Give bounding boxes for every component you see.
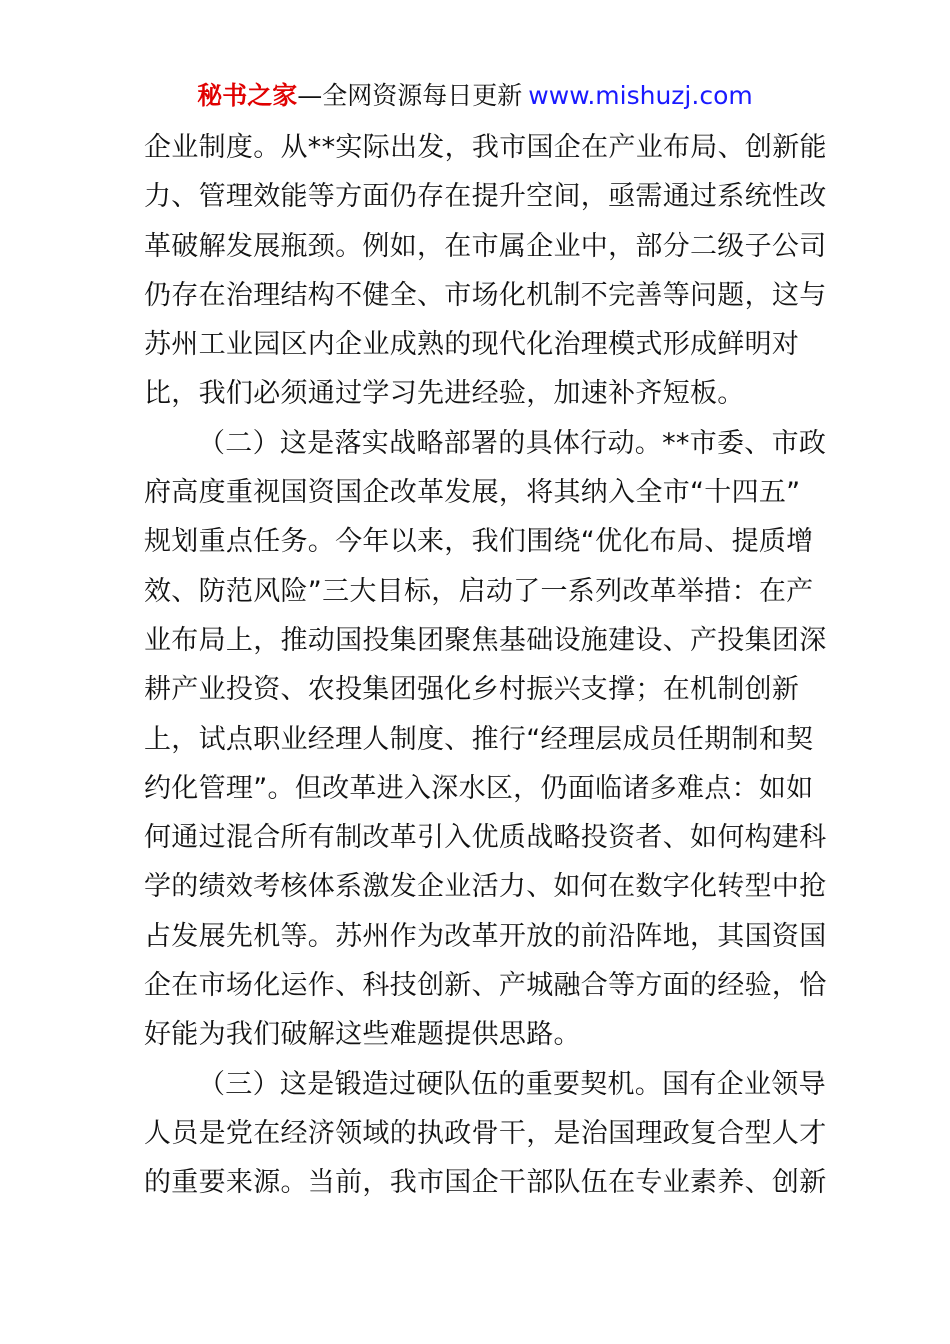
text-line: 企在市场化运作、科技创新、产城融合等方面的经验，恰 bbox=[144, 970, 827, 1002]
text-line: 何通过混合所有制改革引入优质战略投资者、如何构建科 bbox=[144, 822, 827, 854]
text-line: 学的绩效考核体系激发企业活力、如何在数字化转型中抢 bbox=[144, 871, 827, 903]
site-url-link[interactable]: www.mishuzj.com bbox=[528, 81, 753, 110]
text-line: 占发展先机等。苏州作为改革开放的前沿阵地，其国资国 bbox=[144, 920, 827, 952]
text-line: 耕产业投资、农投集团强化乡村振兴支撑；在机制创新 bbox=[144, 674, 800, 706]
text-line: 府高度重视国资国企改革发展，将其纳入全市“十四五” bbox=[144, 477, 801, 509]
text-line: 规划重点任务。今年以来，我们围绕“优化布局、提质增 bbox=[144, 526, 814, 558]
text-line: 效、防范风险”三大目标，启动了一系列改革举措：在产 bbox=[144, 575, 814, 607]
text-line: 业布局上，推动国投集团聚焦基础设施建设、产投集团深 bbox=[144, 624, 827, 656]
text-line: 力、管理效能等方面仍存在提升空间，亟需通过系统性改 bbox=[144, 181, 827, 213]
text-line: 约化管理”。但改革进入深水区，仍面临诸多难点：如如 bbox=[144, 772, 814, 804]
text-line: 好能为我们破解这些难题提供思路。 bbox=[144, 1019, 581, 1051]
document-body bbox=[144, 123, 827, 1208]
text-line: 上，试点职业经理人制度、推行“经理层成员任期制和契 bbox=[144, 723, 814, 755]
text-line: 的重要来源。当前，我市国企干部队伍在专业素养、创新 bbox=[144, 1167, 827, 1199]
text-line: 革破解发展瓶颈。例如，在市属企业中，部分二级子公司 bbox=[144, 230, 827, 262]
site-tagline: —全网资源每日更新 bbox=[297, 81, 523, 110]
paragraph-start-line: （三）这是锻造过硬队伍的重要契机。国有企业领导 bbox=[198, 1068, 826, 1100]
text-line: 仍存在治理结构不健全、市场化机制不完善等问题，这与 bbox=[144, 279, 827, 311]
site-header bbox=[0, 78, 950, 114]
text-line: 企业制度。从**实际出发，我市国企在产业布局、创新能 bbox=[144, 132, 827, 163]
text-line: 苏州工业园区内企业成熟的现代化治理模式形成鲜明对 bbox=[144, 329, 800, 361]
site-brand: 秘书之家 bbox=[197, 81, 298, 110]
text-line: 人员是党在经济领域的执政骨干，是治国理政复合型人才 bbox=[144, 1117, 827, 1149]
text-line: 比，我们必须通过学习先进经验，加速补齐短板。 bbox=[144, 378, 745, 410]
paragraph-start-line: （二）这是落实战略部署的具体行动。**市委、市政 bbox=[198, 427, 827, 459]
